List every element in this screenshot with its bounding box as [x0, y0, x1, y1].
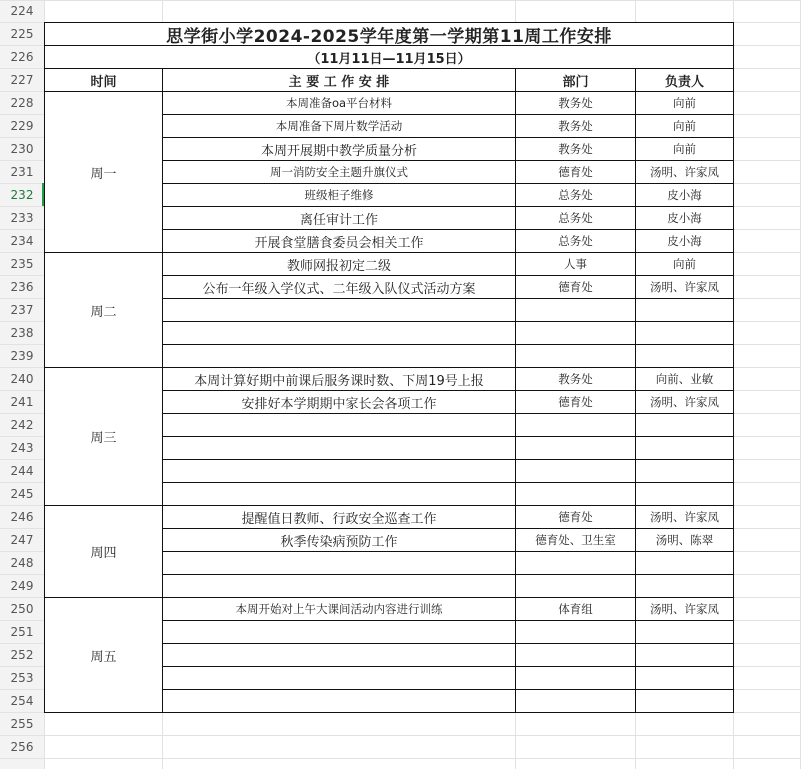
- task-cell[interactable]: [162, 459, 516, 483]
- day-label[interactable]: 周一: [44, 91, 163, 253]
- row-number[interactable]: 244: [10, 463, 34, 478]
- task-cell[interactable]: 周一消防安全主题升旗仪式: [162, 160, 516, 184]
- dept-cell[interactable]: 教务处: [515, 91, 636, 115]
- dept-cell[interactable]: [515, 574, 636, 598]
- owner-cell[interactable]: 皮小海: [635, 183, 734, 207]
- owner-cell[interactable]: 汤明、许家凤: [635, 160, 734, 184]
- owner-cell[interactable]: [635, 551, 734, 575]
- header-time[interactable]: 时间: [44, 68, 163, 92]
- task-cell[interactable]: 本周开展期中教学质量分析: [162, 137, 516, 161]
- dept-cell[interactable]: 德育处: [515, 275, 636, 299]
- task-cell[interactable]: 秋季传染病预防工作: [162, 528, 516, 552]
- task-cell[interactable]: [162, 643, 516, 667]
- dept-cell[interactable]: [515, 459, 636, 483]
- row-number[interactable]: 240: [10, 371, 34, 386]
- dept-cell[interactable]: 总务处: [515, 229, 636, 253]
- grid-line: [0, 0, 801, 1]
- row-number[interactable]: 227: [10, 72, 34, 87]
- row-number[interactable]: 246: [10, 509, 34, 524]
- task-cell[interactable]: 离任审计工作: [162, 206, 516, 230]
- owner-cell[interactable]: [635, 298, 734, 322]
- owner-cell[interactable]: [635, 413, 734, 437]
- row-number[interactable]: 254: [10, 693, 34, 708]
- owner-cell[interactable]: [635, 482, 734, 506]
- dept-cell[interactable]: [515, 482, 636, 506]
- dept-cell[interactable]: 德育处: [515, 160, 636, 184]
- owner-cell[interactable]: [635, 459, 734, 483]
- owner-cell[interactable]: [635, 620, 734, 644]
- dept-cell[interactable]: [515, 344, 636, 368]
- row-number[interactable]: 242: [10, 417, 34, 432]
- row-number[interactable]: 234: [10, 233, 34, 248]
- dept-cell[interactable]: 人事: [515, 252, 636, 276]
- day-label[interactable]: 周二: [44, 252, 163, 368]
- owner-cell[interactable]: [635, 321, 734, 345]
- day-label[interactable]: 周三: [44, 367, 163, 506]
- task-cell[interactable]: 公布一年级入学仪式、二年级入队仪式活动方案: [162, 275, 516, 299]
- row-number[interactable]: 249: [10, 578, 34, 593]
- task-cell[interactable]: 本周计算好期中前课后服务课时数、下周19号上报: [162, 367, 516, 391]
- header-dept[interactable]: 部门: [515, 68, 636, 92]
- grid-line: [0, 758, 801, 759]
- task-cell[interactable]: [162, 436, 516, 460]
- owner-cell[interactable]: 汤明、许家凤: [635, 275, 734, 299]
- day-label[interactable]: 周五: [44, 597, 163, 713]
- row-number[interactable]: 256: [10, 739, 34, 754]
- row-number[interactable]: 251: [10, 624, 34, 639]
- dept-cell[interactable]: [515, 620, 636, 644]
- row-number[interactable]: 247: [10, 532, 34, 547]
- task-cell[interactable]: [162, 666, 516, 690]
- owner-cell[interactable]: 向前: [635, 137, 734, 161]
- task-cell[interactable]: 提醒值日教师、行政安全巡查工作: [162, 505, 516, 529]
- dept-cell[interactable]: 教务处: [515, 114, 636, 138]
- dept-cell[interactable]: 教务处: [515, 367, 636, 391]
- row-number[interactable]: 226: [10, 49, 34, 64]
- task-cell[interactable]: [162, 574, 516, 598]
- dept-cell[interactable]: 总务处: [515, 183, 636, 207]
- owner-cell[interactable]: [635, 436, 734, 460]
- day-label[interactable]: 周四: [44, 505, 163, 598]
- date-range[interactable]: （11月11日—11月15日）: [44, 45, 734, 69]
- row-number[interactable]: 241: [10, 394, 34, 409]
- dept-cell[interactable]: 总务处: [515, 206, 636, 230]
- owner-cell[interactable]: [635, 666, 734, 690]
- task-cell[interactable]: 开展食堂膳食委员会相关工作: [162, 229, 516, 253]
- row-number[interactable]: 229: [10, 118, 34, 133]
- task-cell[interactable]: 教师网报初定二级: [162, 252, 516, 276]
- header-owner[interactable]: 负责人: [635, 68, 734, 92]
- owner-cell[interactable]: 向前: [635, 252, 734, 276]
- dept-cell[interactable]: 教务处: [515, 137, 636, 161]
- row-number[interactable]: 224: [10, 4, 34, 18]
- row-number[interactable]: 236: [10, 279, 34, 294]
- owner-cell[interactable]: [635, 689, 734, 713]
- task-cell[interactable]: 安排好本学期期中家长会各项工作: [162, 390, 516, 414]
- dept-cell[interactable]: 德育处: [515, 390, 636, 414]
- task-cell[interactable]: 班级柜子维修: [162, 183, 516, 207]
- row-number[interactable]: 239: [10, 348, 34, 363]
- task-cell[interactable]: [162, 482, 516, 506]
- dept-cell[interactable]: [515, 436, 636, 460]
- task-cell[interactable]: [162, 298, 516, 322]
- row-number[interactable]: 238: [10, 325, 34, 340]
- row-number[interactable]: 232: [10, 187, 34, 202]
- owner-cell[interactable]: 汤明、许家凤: [635, 390, 734, 414]
- dept-cell[interactable]: [515, 666, 636, 690]
- owner-cell[interactable]: [635, 643, 734, 667]
- dept-cell[interactable]: [515, 689, 636, 713]
- task-cell[interactable]: 本周准备下周片数学活动: [162, 114, 516, 138]
- row-number[interactable]: 252: [10, 647, 34, 662]
- task-cell[interactable]: [162, 344, 516, 368]
- grid-line: [0, 735, 801, 736]
- task-cell[interactable]: 本周开始对上午大课间活动内容进行训练: [162, 597, 516, 621]
- owner-cell[interactable]: 汤明、许家凤: [635, 505, 734, 529]
- dept-cell[interactable]: [515, 298, 636, 322]
- dept-cell[interactable]: [515, 321, 636, 345]
- task-cell[interactable]: 本周准备oa平台材料: [162, 91, 516, 115]
- task-cell[interactable]: [162, 551, 516, 575]
- sheet-title[interactable]: 思学街小学2024-2025学年度第一学期第11周工作安排: [44, 22, 734, 46]
- owner-cell[interactable]: 向前: [635, 114, 734, 138]
- row-number[interactable]: 255: [10, 716, 34, 731]
- dept-cell[interactable]: 德育处、卫生室: [515, 528, 636, 552]
- row-number[interactable]: 231: [10, 164, 34, 179]
- header-task[interactable]: 主 要 工 作 安 排: [162, 68, 516, 92]
- owner-cell[interactable]: 向前、业敏: [635, 367, 734, 391]
- row-number[interactable]: 248: [10, 555, 34, 570]
- owner-cell[interactable]: 向前: [635, 91, 734, 115]
- task-cell[interactable]: [162, 620, 516, 644]
- row-number[interactable]: 225: [10, 26, 34, 41]
- owner-cell[interactable]: 皮小海: [635, 206, 734, 230]
- row-number[interactable]: 237: [10, 302, 34, 317]
- row-number[interactable]: 230: [10, 141, 34, 156]
- dept-cell[interactable]: [515, 413, 636, 437]
- owner-cell[interactable]: 皮小海: [635, 229, 734, 253]
- row-number[interactable]: 235: [10, 256, 34, 271]
- owner-cell[interactable]: [635, 344, 734, 368]
- row-number[interactable]: 245: [10, 486, 34, 501]
- task-cell[interactable]: [162, 321, 516, 345]
- dept-cell[interactable]: 德育处: [515, 505, 636, 529]
- dept-cell[interactable]: 体育组: [515, 597, 636, 621]
- row-number[interactable]: 253: [10, 670, 34, 685]
- row-number[interactable]: 228: [10, 95, 34, 110]
- task-cell[interactable]: [162, 689, 516, 713]
- row-number[interactable]: 250: [10, 601, 34, 616]
- row-number[interactable]: 243: [10, 440, 34, 455]
- owner-cell[interactable]: 汤明、陈翠: [635, 528, 734, 552]
- owner-cell[interactable]: 汤明、许家凤: [635, 597, 734, 621]
- dept-cell[interactable]: [515, 551, 636, 575]
- dept-cell[interactable]: [515, 643, 636, 667]
- owner-cell[interactable]: [635, 574, 734, 598]
- row-number[interactable]: 233: [10, 210, 34, 225]
- task-cell[interactable]: [162, 413, 516, 437]
